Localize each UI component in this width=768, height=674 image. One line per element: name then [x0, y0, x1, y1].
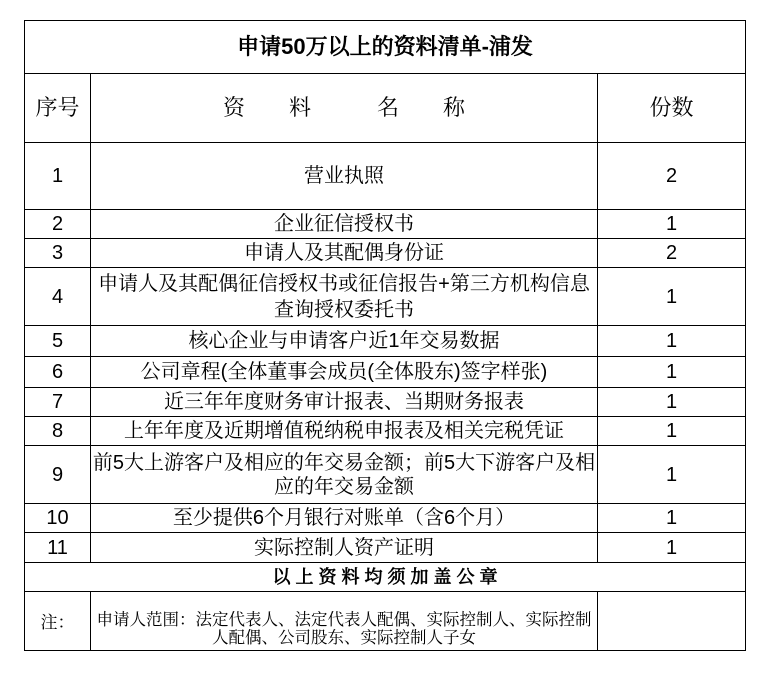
note-label-cell	[25, 592, 91, 651]
document-name: 实际控制人资产证明	[254, 536, 434, 559]
document-name: 近三年年度财务审计报表、当期财务报表	[164, 391, 524, 413]
copies-count: 2	[665, 242, 678, 264]
document-name-cell	[91, 446, 598, 504]
document-name: 企业征信授权书	[274, 213, 414, 235]
stamp-requirement-text: 以上资料均须加盖公章	[272, 567, 503, 587]
row-index: 3	[51, 242, 64, 264]
document-name: 营业执照	[304, 165, 384, 187]
row-index-cell	[25, 326, 91, 357]
copies-count: 1	[665, 213, 678, 235]
row-index-cell	[25, 143, 91, 210]
row-index-cell	[25, 388, 91, 417]
header-index-cell	[25, 74, 91, 143]
row-index-cell	[25, 446, 91, 504]
row-index: 5	[51, 330, 64, 352]
copies-cell	[598, 239, 746, 268]
document-name-cell	[91, 357, 598, 388]
row-index: 6	[51, 361, 64, 383]
header-count-cell	[598, 74, 746, 143]
document-name-cell	[91, 326, 598, 357]
header-name-cell	[91, 74, 598, 143]
row-index-cell	[25, 268, 91, 326]
copies-cell	[598, 357, 746, 388]
note-text-line-1: 申请人范围：法定代表人、法定代表人配偶、实际控制人、实际控制	[96, 611, 592, 629]
copies-count: 2	[665, 165, 678, 187]
row-index: 10	[46, 507, 69, 529]
document-checklist-table	[24, 20, 746, 651]
document-name: 申请人及其配偶身份证	[244, 242, 444, 264]
row-index-cell	[25, 504, 91, 533]
copies-cell	[598, 533, 746, 563]
document-name: 核心企业与申请客户近1年交易数据	[188, 330, 500, 352]
copies-cell	[598, 417, 746, 446]
copies-cell	[598, 446, 746, 504]
row-index: 8	[51, 420, 64, 442]
document-name-cell	[91, 210, 598, 239]
document-name-cell	[91, 143, 598, 210]
document-name: 至少提供6个月银行对账单（含6个月）	[172, 507, 516, 529]
copies-cell	[598, 143, 746, 210]
note-empty-cell	[598, 592, 746, 651]
row-index: 2	[51, 213, 64, 235]
row-index-cell	[25, 417, 91, 446]
note-label: 注：	[40, 613, 75, 632]
row-index: 7	[51, 391, 64, 413]
document-name: 公司章程(全体董事会成员(全体股东)签字样张)	[140, 361, 548, 383]
table-title: 申请50万以上的资料清单-浦发	[237, 34, 533, 59]
table-title-cell	[25, 21, 746, 74]
row-index: 4	[51, 285, 64, 308]
document-name-cell	[91, 388, 598, 417]
row-index-cell	[25, 239, 91, 268]
copies-count: 1	[665, 330, 678, 352]
row-index: 11	[47, 536, 68, 559]
header-count-label: 份数	[649, 95, 694, 120]
copies-count: 1	[665, 507, 678, 529]
copies-cell	[598, 210, 746, 239]
header-name-label: 资 料 名 称	[222, 95, 465, 120]
copies-count: 1	[665, 391, 678, 413]
copies-count: 1	[665, 361, 678, 383]
note-text-cell	[91, 592, 598, 651]
copies-count: 1	[665, 420, 678, 442]
row-index: 9	[51, 463, 64, 486]
copies-cell	[598, 268, 746, 326]
copies-cell	[598, 326, 746, 357]
row-index-cell	[25, 357, 91, 388]
copies-cell	[598, 388, 746, 417]
row-index-cell	[25, 210, 91, 239]
document-name-line-2: 查询授权委托书	[274, 298, 414, 321]
header-index-label: 序号	[35, 95, 80, 120]
row-index-cell	[25, 533, 91, 563]
document-name-cell	[91, 504, 598, 533]
note-text-line-2: 人配偶、公司股东、实际控制人子女	[212, 629, 476, 647]
copies-cell	[598, 504, 746, 533]
copies-count: 1	[665, 536, 678, 559]
copies-count: 1	[665, 463, 678, 486]
stamp-requirement-cell	[25, 563, 746, 592]
document-name-line-1: 前5大上游客户及相应的年交易金额；前5大下游客户及相	[92, 451, 596, 474]
document-name-line-1: 申请人及其配偶征信授权书或征信报告+第三方机构信息	[98, 272, 590, 295]
document-name: 上年年度及近期增值税纳税申报表及相关完税凭证	[124, 420, 564, 442]
document-name-cell	[91, 417, 598, 446]
copies-count: 1	[665, 285, 678, 308]
document-name-line-2: 应的年交易金额	[274, 475, 414, 498]
document-name-cell	[91, 239, 598, 268]
document-name-cell	[91, 533, 598, 563]
document-name-cell	[91, 268, 598, 326]
row-index: 1	[51, 165, 64, 187]
